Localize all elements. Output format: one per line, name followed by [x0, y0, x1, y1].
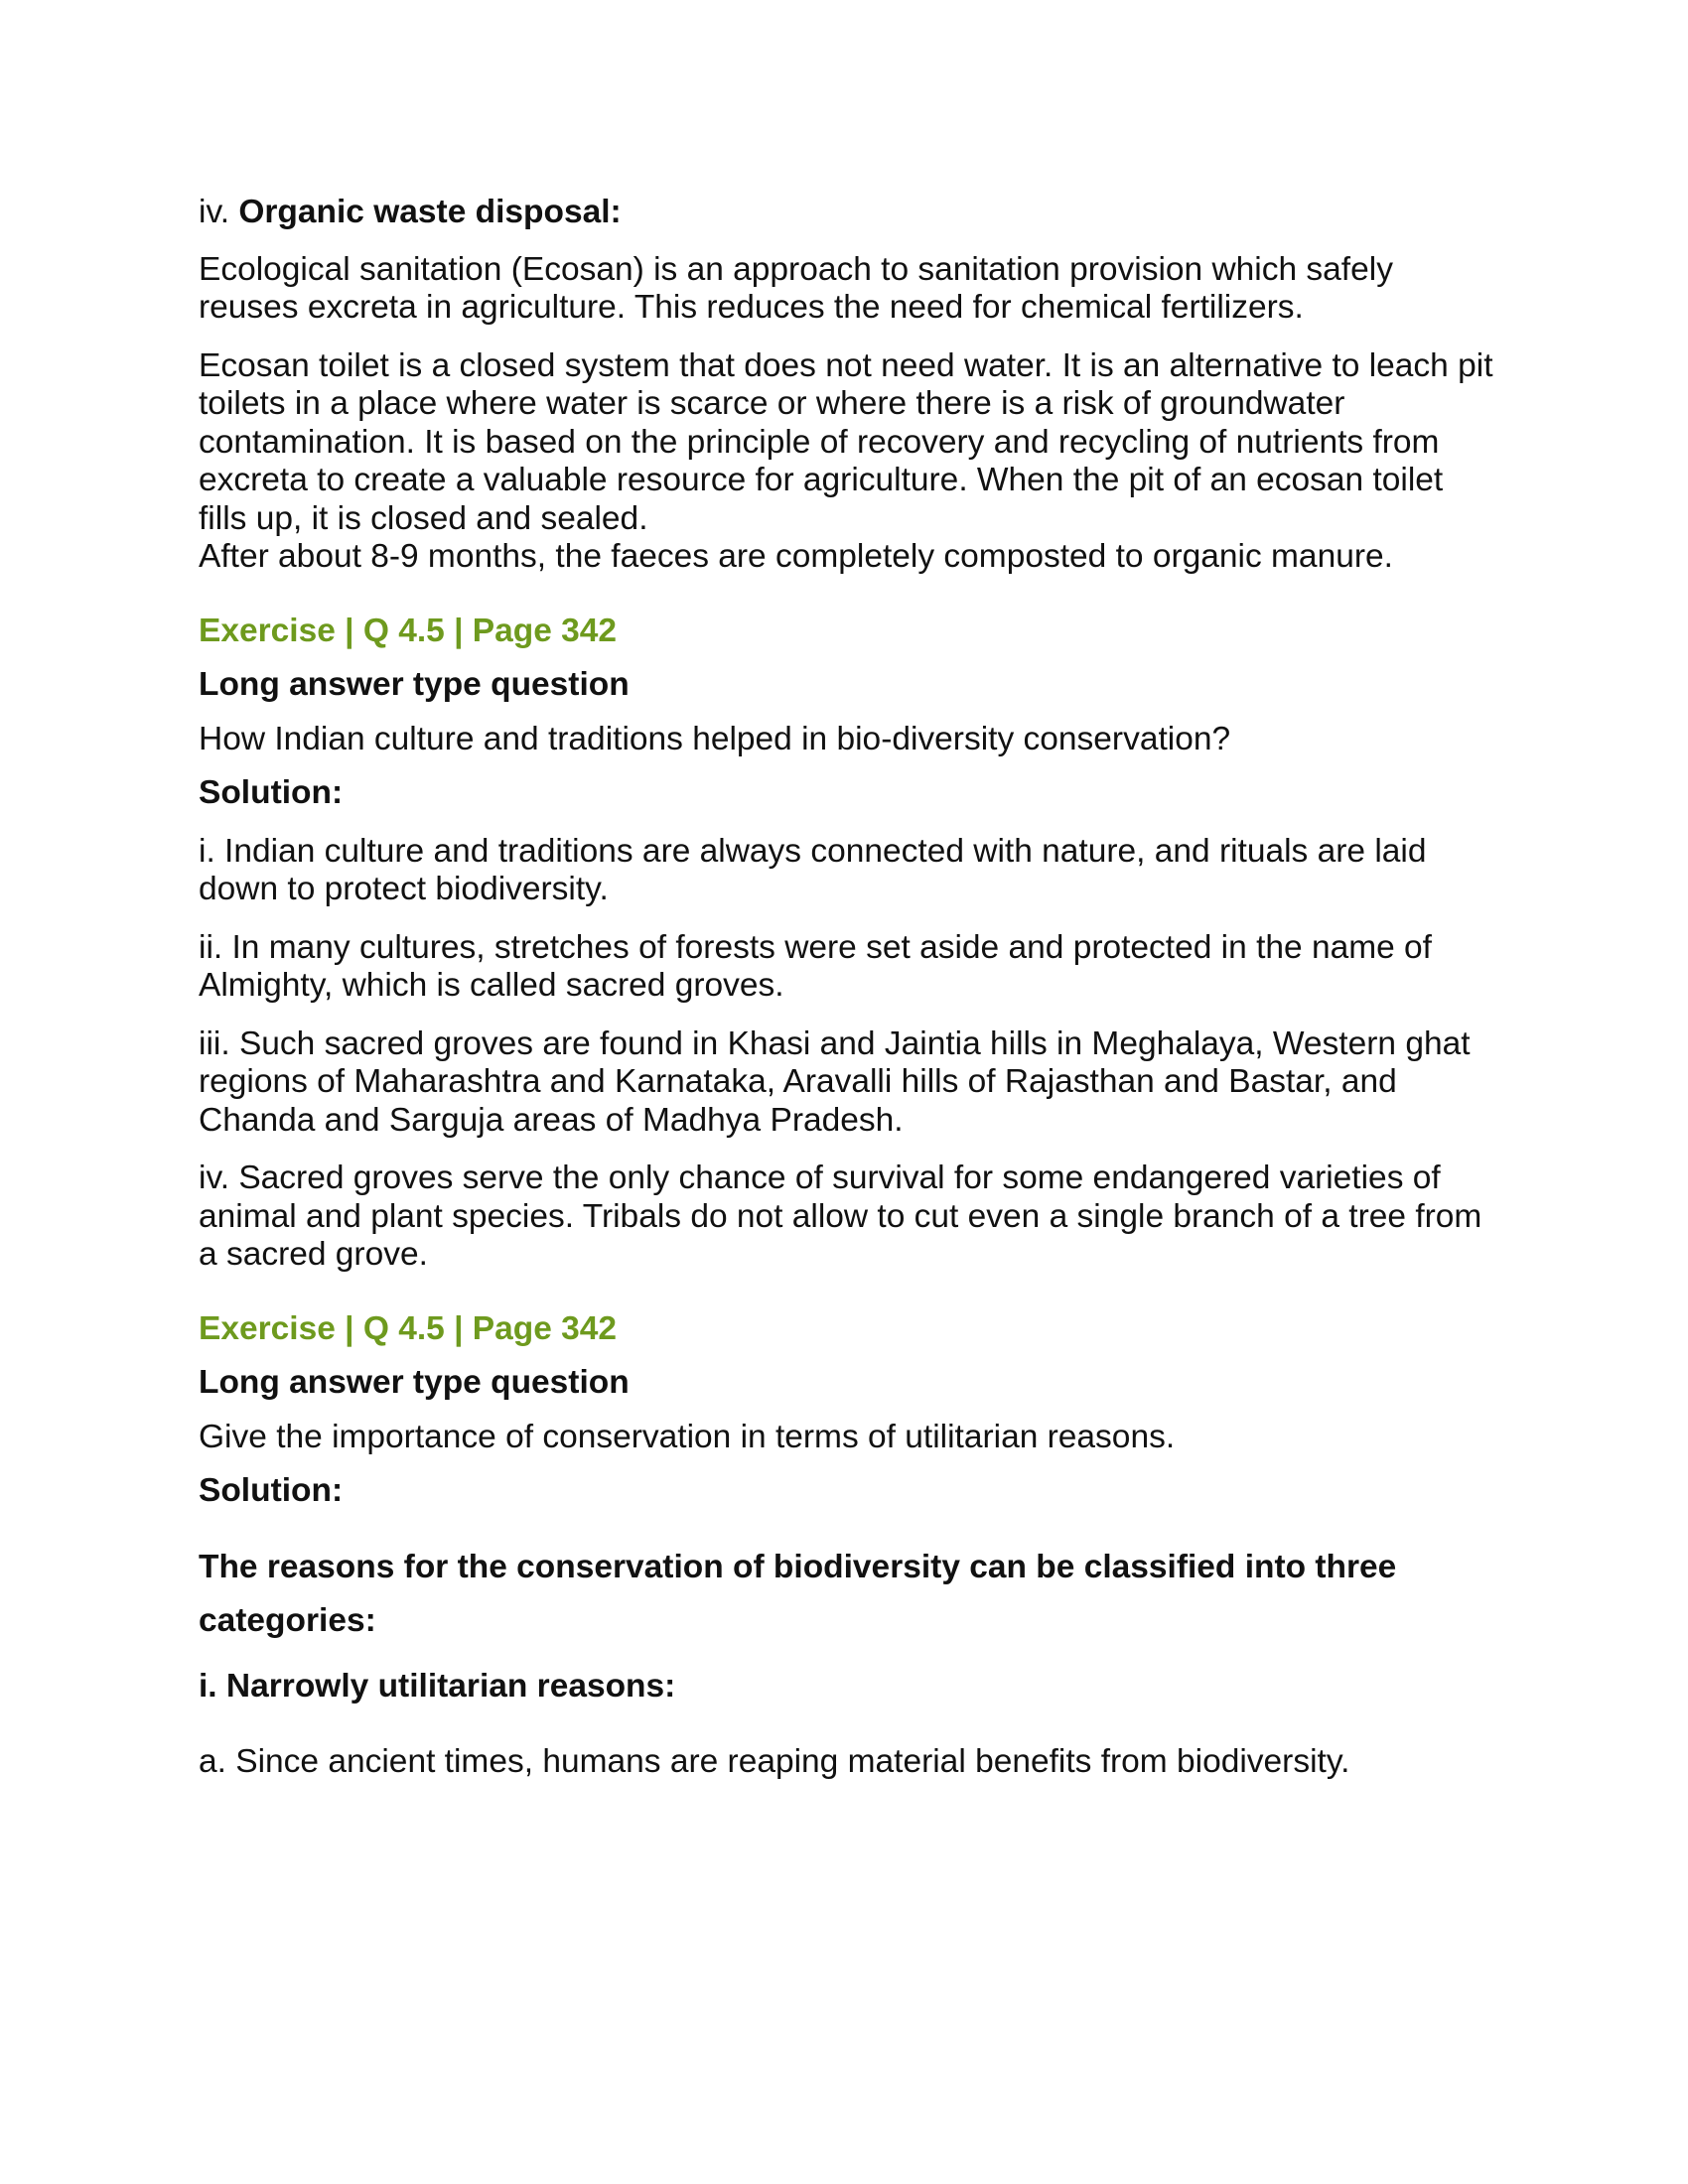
organic-waste-title: Organic waste disposal:: [238, 194, 622, 230]
exercise-heading-2: Exercise | Q 4.5 | Page 342: [199, 1309, 618, 1347]
narrow-utilitarian-heading: i. Narrowly utilitarian reasons:: [199, 1667, 676, 1705]
exercise-heading-1: Exercise | Q 4.5 | Page 342: [199, 612, 618, 649]
page-content: [199, 194, 1499, 1802]
ecosan-paragraph-3: After about 8-9 months, the faeces are completely composted to organic manure.: [199, 538, 1393, 575]
question-text-1: How Indian culture and traditions helped in bio-diversity conservation?: [199, 720, 1231, 757]
organic-waste-prefix: iv.: [199, 194, 239, 230]
utilitarian-point-a: a. Since ancient times, humans are reaping material benefits from biodiversity.: [199, 1743, 1350, 1780]
solution-point-4: iv. Sacred groves serve the only chance of survival for some endangered varieties of animal and plant species. Tribals do not allow to cut even a single branch of a tree from a sacred grove.: [199, 1160, 1482, 1273]
solution-label-1: Solution:: [199, 774, 344, 811]
organic-waste-heading: [199, 194, 1499, 232]
solution-point-3: iii. Such sacred groves are found in Khasi and Jaintia hills in Meghalaya, Western ghat regions of Maharashtra and Karnataka, Aravalli hills of Rajasthan and Bastar, and Chanda and Sarguja areas of Madhya Pradesh.: [199, 1024, 1471, 1139]
question-text-2: Give the importance of conservation in terms of utilitarian reasons.: [199, 1418, 1176, 1455]
question-type-1: Long answer type question: [199, 666, 630, 703]
solution-label-2: Solution:: [199, 1472, 344, 1509]
question-type-2: Long answer type question: [199, 1364, 630, 1401]
ecosan-paragraph-1: Ecological sanitation (Ecosan) is an approach to sanitation provision which safely reuses excreta in agriculture. This reduces the need for chemical fertilizers.: [199, 250, 1393, 326]
solution-point-2: ii. In many cultures, stretches of forests were set aside and protected in the name of Almighty, which is called sacred groves.: [199, 928, 1432, 1004]
ecosan-paragraph-2: Ecosan toilet is a closed system that does not need water. It is an alternative to leach pit toilets in a place where water is scarce or where there is a risk of groundwater contamination. It is based on the principle of recovery and recycling of nutrients from excreta to create a valuable resource for agriculture. When the pit of an ecosan toilet fills up, it is closed and sealed.: [199, 346, 1493, 537]
reasons-heading: The reasons for the conservation of biodiversity can be classified into three categories:: [199, 1548, 1397, 1639]
solution-point-1: i. Indian culture and traditions are always connected with nature, and rituals are laid down to protect biodiversity.: [199, 832, 1427, 907]
